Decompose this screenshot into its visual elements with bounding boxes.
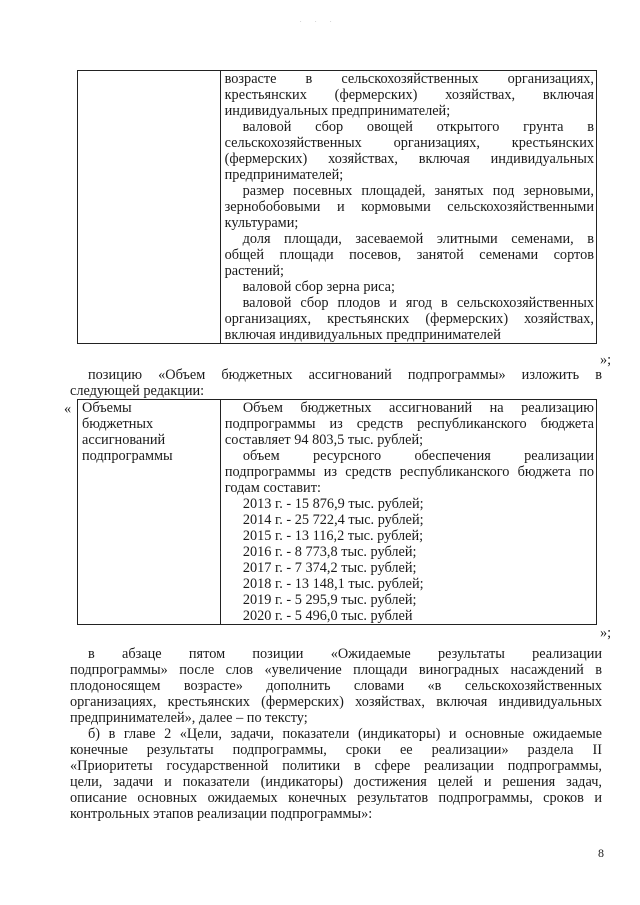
paragraph-line: в абзаце пятом позиции «Ожидаемые результаты реализации xyxy=(88,646,602,662)
page-number: 8 xyxy=(598,846,604,860)
table2-text-line: 2016 г. - 8 773,8 тыс. рублей; xyxy=(242,544,417,560)
table1-text-line: возрасте в сельскохозяйственных организациях, xyxy=(224,71,594,87)
table1-text-line: зернобобовыми и кормовыми сельскохозяйственными xyxy=(224,199,594,215)
table2-text-line: подпрограммы из средств республиканского бюджета xyxy=(224,416,594,432)
table1-close-mark: »; xyxy=(600,352,612,368)
paragraph-line: описание основных ожидаемых конечных результатов подпрограммы, сроков и xyxy=(70,790,602,806)
table2-text-line: объем ресурсного обеспечения реализации xyxy=(242,448,594,464)
table2-text-line: 2014 г. - 25 722,4 тыс. рублей; xyxy=(242,512,424,528)
paragraph-paragraph-five xyxy=(70,646,602,726)
table1-text-line: общей площади посевов, занятой семенами сортов xyxy=(224,247,594,263)
table1-text-line: организациях, крестьянских (фермерских) хозяйствах, xyxy=(224,311,594,327)
table-budget-allocations xyxy=(77,399,597,625)
table1-left-cell xyxy=(78,71,221,344)
table2-text-line: Объем бюджетных ассигнований на реализацию xyxy=(242,400,594,416)
table2-text-line: годам составит: xyxy=(224,480,321,496)
paragraph-line: подпрограммы» после слов «увеличение площади виноградных насаждений в xyxy=(70,662,602,678)
table2-text-line: 2015 г. - 13 116,2 тыс. рублей; xyxy=(242,528,424,544)
table1-text-line: доля площади, засеваемой элитными семенами, в xyxy=(242,231,594,247)
paragraph-line: плодоносящем возрасте» дополнить словами «в сельскохозяйственных xyxy=(70,678,602,694)
paragraph-line: «Приоритеты государственной политики в сфере реализации подпрограммы, xyxy=(70,758,602,774)
table2-label-line: подпрограммы xyxy=(82,448,173,464)
table1-text-line: индивидуальных предпринимателей; xyxy=(224,103,451,119)
table1-text-line: валовой сбор овощей открытого грунта в xyxy=(242,119,594,135)
table1-text-line: включая индивидуальных предпринимателей xyxy=(224,327,501,343)
table1-text-line: культурами; xyxy=(224,215,299,231)
paragraph-line: следующей редакции: xyxy=(70,383,205,399)
table1-text-line: размер посевных площадей, занятых под зерновыми, xyxy=(242,183,594,199)
table1-text-line: предпринимателей; xyxy=(224,167,344,183)
table2-text-line: 2017 г. - 7 374,2 тыс. рублей; xyxy=(242,560,417,576)
table1-text-line: растений; xyxy=(224,263,284,279)
paragraph-line: контрольных этапов реализации подпрограммы»: xyxy=(70,806,373,822)
paragraph-line: конечные результаты подпрограммы, сроки ее реализации» раздела II xyxy=(70,742,602,758)
table-continuation xyxy=(77,70,597,344)
table2-label-line: ассигнований xyxy=(82,432,166,448)
paragraph-line: б) в главе 2 «Цели, задачи, показатели (индикаторы) и основные ожидаемые xyxy=(88,726,602,742)
paragraph-position-change xyxy=(70,367,602,399)
table1-text-line: валовой сбор плодов и ягод в сельскохозяйственных xyxy=(242,295,594,311)
table2-label-line: Объемы xyxy=(82,400,132,416)
table1-text-line: сельскохозяйственных организациях, крестьянских xyxy=(224,135,594,151)
table2-text-line: 2019 г. - 5 295,9 тыс. рублей; xyxy=(242,592,417,608)
paragraph-line: предпринимателей», далее – по тексту; xyxy=(70,710,308,726)
table2-open-mark: « xyxy=(64,401,72,417)
table2-label-line: бюджетных xyxy=(82,416,154,432)
table2-text-line: составляет 94 803,5 тыс. рублей; xyxy=(224,432,424,448)
table2-text-line: 2018 г. - 13 148,1 тыс. рублей; xyxy=(242,576,424,592)
table1-text-line: (фермерских) хозяйствах, включая индивидуальных xyxy=(224,151,594,167)
table1-right-cell xyxy=(220,71,596,344)
table2-text-line: 2013 г. - 15 876,9 тыс. рублей; xyxy=(242,496,424,512)
table1-text-line: крестьянских (фермерских) хозяйствах, включая xyxy=(224,87,594,103)
paragraph-chapter-two xyxy=(70,726,602,822)
paragraph-line: организациях, крестьянских (фермерских) хозяйствах, включая индивидуальных xyxy=(70,694,602,710)
table2-close-mark: »; xyxy=(600,625,612,641)
table1-text-line: валовой сбор зерна риса; xyxy=(242,279,395,295)
table2-left-cell xyxy=(78,400,221,625)
top-marks: . . . xyxy=(300,18,338,24)
table2-text-line: подпрограммы из средств республиканского бюджета по xyxy=(224,464,594,480)
table2-right-cell xyxy=(220,400,596,625)
paragraph-line: позицию «Объем бюджетных ассигнований подпрограммы» изложить в xyxy=(88,367,602,383)
table2-text-line: 2020 г. - 5 496,0 тыс. рублей xyxy=(242,608,413,624)
paragraph-line: цели, задачи и показатели (индикаторы) достижения целей и решения задач, xyxy=(70,774,602,790)
